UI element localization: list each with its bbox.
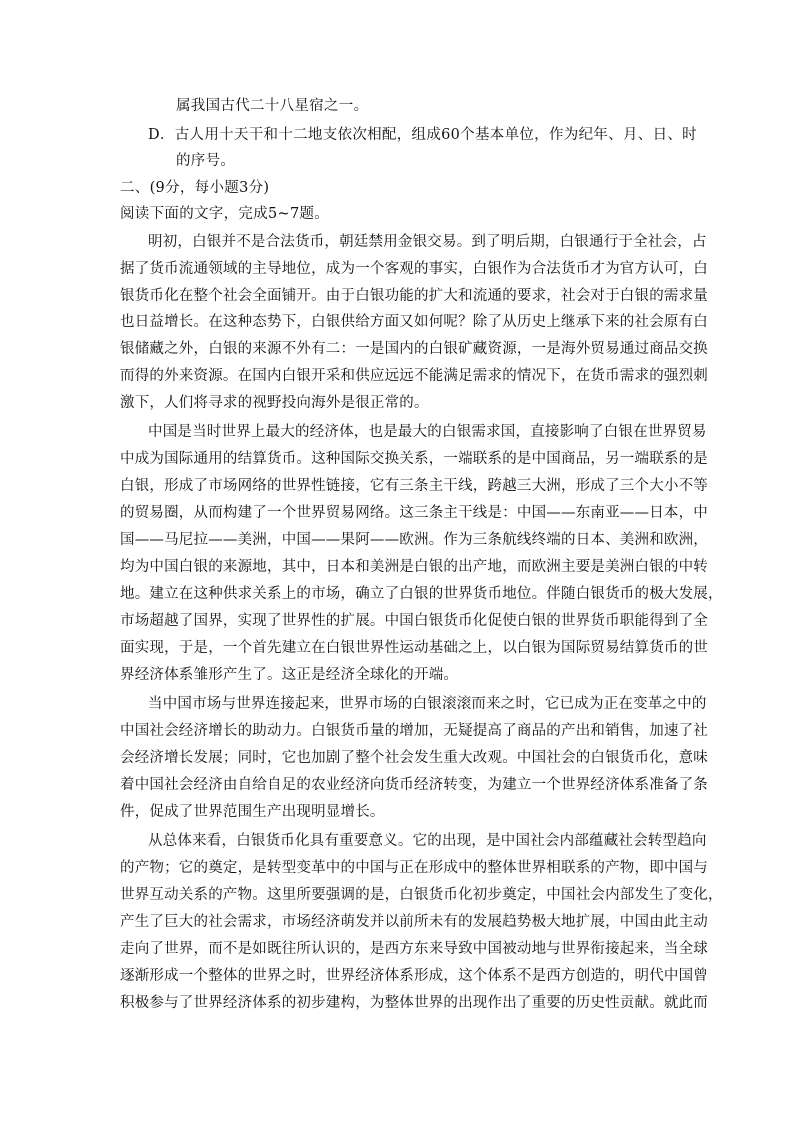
p1-line-4: 也日益增长。在这种态势下，白银供给方面又如何呢？除了从历史上继承下来的社会原有白 (120, 314, 708, 330)
p4-line-2: 的产物；它的奠定，是转型变革中的中国与正在形成中的整体世界相联系的产物，即中国与 (120, 860, 708, 876)
option-d-line-2: 的序号。 (176, 153, 236, 169)
p4-line-3: 世界互动关系的产物。这里所要强调的是，白银货币化初步奠定，中国社会内部发生了变化， (120, 887, 723, 903)
p2-line-3: 白银，形成了市场网络的世界性链接，它有三条主干线，跨越三大洲，形成了三个大小不等 (120, 478, 708, 494)
p4-line-1: 从总体来看，白银货币化具有重要意义。它的出现，是中国社会内部蕴藏社会转型趋向 (148, 833, 707, 849)
option-d-line-1: D．古人用十天干和十二地支依次相配，组成60个基本单位，作为纪年、月、日、时 (148, 127, 697, 143)
p2-line-1: 中国是当时世界上最大的经济体，也是最大的白银需求国，直接影响了白银在世界贸易 (148, 424, 707, 440)
p1-line-1: 明初，白银并不是合法货币，朝廷禁用金银交易。到了明后期，白银通行于全社会，占 (148, 234, 707, 250)
option-c-continuation: 属我国古代二十八星宿之一。 (176, 98, 369, 114)
p1-line-2: 据了货币流通领域的主导地位，成为一个客观的事实，白银作为合法货币才为官方认可，白 (120, 261, 708, 277)
p2-line-5: 国——马尼拉——美洲，中国——果阿——欧洲。作为三条航线终端的日本、美洲和欧洲， (120, 532, 708, 548)
p3-line-1: 当中国市场与世界连接起来，世界市场的白银滚滚而来之时，它已成为正在变革之中的 (148, 696, 707, 712)
p3-line-5: 件，促成了世界范围生产出现明显增长。 (120, 804, 385, 820)
p2-line-4: 的贸易圈，从而构建了一个世界贸易网络。这三条主干线是：中国——东南亚——日本，中 (120, 505, 708, 521)
reading-instruction: 阅读下面的文字，完成5~7题。 (120, 206, 330, 222)
p4-line-5: 走向了世界，而不是如既往所认识的，是西方东来导致中国被动地与世界衔接起来，当全球 (120, 941, 708, 957)
p2-line-9: 面实现，于是，一个首先建立在白银世界性运动基础之上，以白银为国际贸易结算货币的世 (120, 640, 708, 656)
p1-line-6: 而得的外来资源。在国内白银开采和供应远远不能满足需求的情况下，在货币需求的强烈刺 (120, 368, 708, 384)
p4-line-6: 逐渐形成一个整体的世界之时，世界经济体系形成，这个体系不是西方创造的，明代中国曾 (120, 968, 708, 984)
p1-line-7: 激下，人们将寻求的视野投向海外是很正常的。 (120, 395, 429, 411)
p1-line-5: 银储藏之外，白银的来源不外有二：一是国内的白银矿藏资源，一是海外贸易通过商品交换 (120, 341, 708, 357)
p2-line-10: 界经济体系雏形产生了。这正是经济全球化的开端。 (120, 667, 459, 683)
p2-line-8: 市场超越了国界，实现了世界性的扩展。中国白银货币化促使白银的世界货币职能得到了全 (120, 613, 708, 629)
p2-line-7: 地。建立在这种供求关系上的市场，确立了白银的世界货币地位。伴随白银货币的极大发展， (120, 586, 723, 602)
p3-line-4: 着中国社会经济由自给自足的农业经济向货币经济转变，为建立一个世界经济体系准备了条 (120, 777, 708, 793)
p4-line-4: 产生了巨大的社会需求，市场经济萌发并以前所未有的发展趋势极大地扩展，中国由此主动 (120, 914, 708, 930)
section-heading: 二、(9分，每小题3分) (120, 180, 270, 196)
p4-line-7: 积极参与了世界经济体系的初步建构，为整体世界的出现作出了重要的历史性贡献。就此而 (120, 995, 708, 1011)
p3-line-3: 会经济增长发展；同时，它也加剧了整个社会发生重大改观。中国社会的白银货币化，意味 (120, 750, 708, 766)
p2-line-2: 中成为国际通用的结算货币。这种国际交换关系，一端联系的是中国商品，另一端联系的是 (120, 451, 708, 467)
p1-line-3: 银货币化在整个社会全面铺开。由于白银功能的扩大和流通的要求，社会对于白银的需求量 (120, 288, 708, 304)
p3-line-2: 中国社会经济增长的助动力。白银货币量的增加，无疑提高了商品的产出和销售，加速了社 (120, 723, 708, 739)
p2-line-6: 均为中国白银的来源地，其中，日本和美洲是白银的出产地，而欧洲主要是美洲白银的中转 (120, 559, 708, 575)
